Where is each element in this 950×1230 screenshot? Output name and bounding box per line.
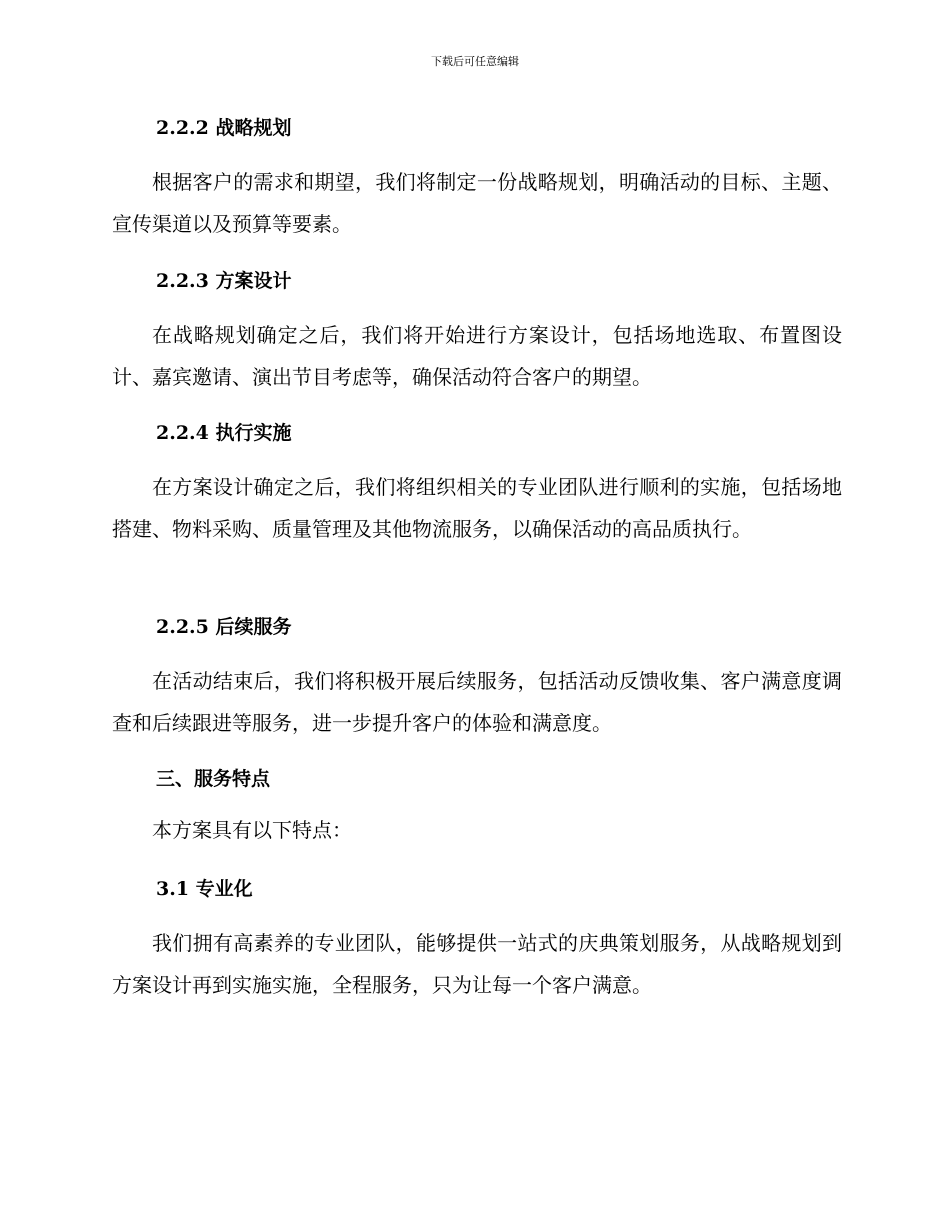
section-heading-design: 2.2.3 方案设计 (156, 270, 292, 292)
section-paragraph-execution: 在方案设计确定之后，我们将组织相关的专业团队进行顺利的实施，包括场地搭建、物料采购、质量管理及其他物流服务，以确保活动的高品质执行。 (112, 475, 842, 541)
section-heading-strategy: 2.2.2 战略规划 (156, 117, 292, 139)
section-paragraph-professional: 我们拥有高素养的专业团队，能够提供一站式的庆典策划服务，从战略规划到方案设计再到实施实施，全程服务，只为让每一个客户满意。 (112, 931, 842, 997)
section-heading-execution: 2.2.4 执行实施 (156, 422, 292, 444)
section-paragraph-design: 在战略规划确定之后，我们将开始进行方案设计，包括场地选取、布置图设计、嘉宾邀请、演出节目考虑等，确保活动符合客户的期望。 (112, 323, 842, 389)
section-paragraph-followup: 在活动结束后，我们将积极开展后续服务，包括活动反馈收集、客户满意度调查和后续跟进等服务，进一步提升客户的体验和满意度。 (112, 669, 842, 735)
page-header: 下载后可任意编辑 (431, 55, 519, 68)
section-heading-features: 三、服务特点 (156, 768, 271, 790)
section-paragraph-features: 本方案具有以下特点： (152, 818, 352, 842)
section-heading-followup: 2.2.5 后续服务 (156, 616, 292, 638)
section-paragraph-strategy: 根据客户的需求和期望，我们将制定一份战略规划，明确活动的目标、主题、宣传渠道以及预算等要素。 (112, 170, 842, 236)
section-heading-professional: 3.1 专业化 (156, 878, 253, 900)
